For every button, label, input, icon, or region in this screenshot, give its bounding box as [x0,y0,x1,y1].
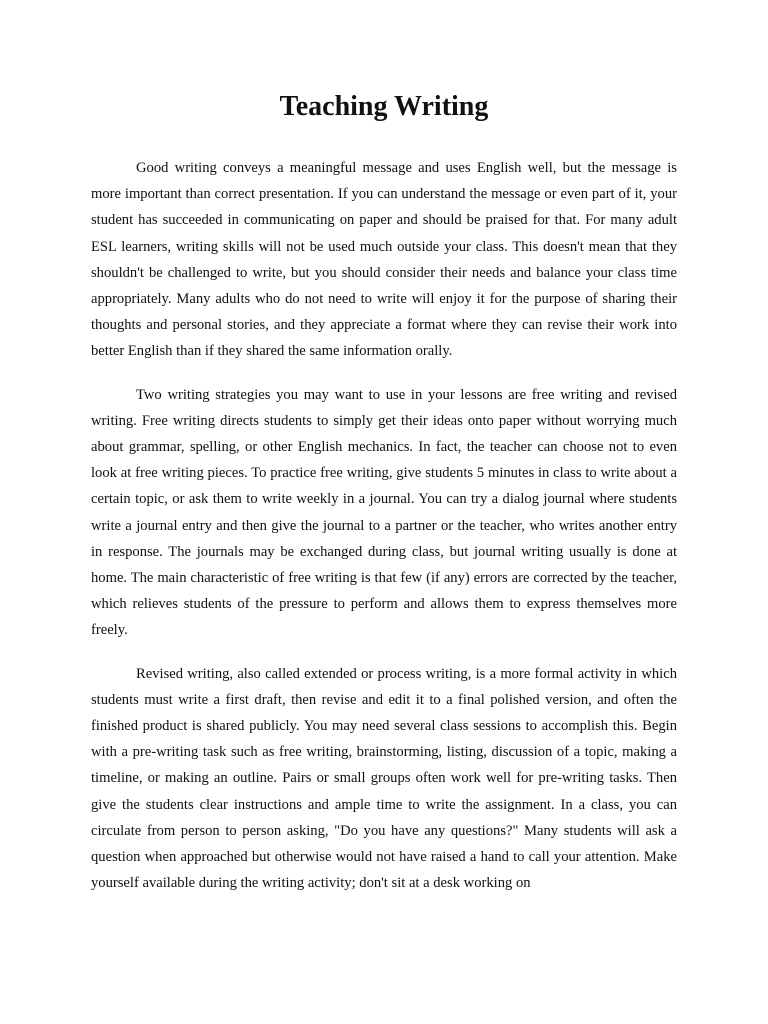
paragraph-revised-writing: Revised writing, also called extended or process writing, is a more formal activity in which students must write a first draft, then revise and edit it to a final polished version, and often the finished product is shared publicly. You may need several class sessions to accomplish this. Begin with a pre-writing task such as free writing, brainstorming, listing, discussion of a topic, making a timeline, or making an outline. Pairs or small groups often work well for pre-writing tasks. Then give the students clear instructions and ample time to write the assignment. In a class, you can circulate from person to person asking, "Do you have any questions?" Many students will ask a question when approached but otherwise would not have raised a hand to call your attention. Make yourself available during the writing activity; don't sit at a desk working on [91,665,677,892]
document-title: Teaching Writing [279,91,489,122]
paragraph-free-vs-correct: Good writing conveys a meaningful message and uses English well, but the message is more important than correct presentation. If you can understand the message or even part of it, your student has succeeded in communicating on paper and should be praised for that. For many adult ESL learners, writing skills will not be used much outside your class. This doesn't mean that they shouldn't be challenged to write, but you should consider their needs and balance your class time appropriately. Many adults who do not need to write will enjoy it for the purpose of sharing their thoughts and personal stories, and they appreciate a format where they can revise their work into better English than if they shared the same information orally. [91,160,677,360]
paragraph-free-writing: Two writing strategies you may want to use in your lessons are free writing and revised writing. Free writing directs students to simply get their ideas onto paper without worrying much about grammar, spelling, or other English mechanics. In fact, the teacher can choose not to even look at free writing pieces. To practice free writing, give students 5 minutes in class to write about a certain topic, or ask them to write weekly in a journal. You can try a dialog journal where students write a journal entry and then give the journal to a partner or the teacher, who writes another entry in response. The journals may be exchanged during class, but journal writing usually is done at home. The main characteristic of free writing is that few (if any) errors are corrected by the teacher, which relieves students of the pressure to perform and allows them to express themselves more freely. [91,386,677,639]
document-body [91,155,677,896]
